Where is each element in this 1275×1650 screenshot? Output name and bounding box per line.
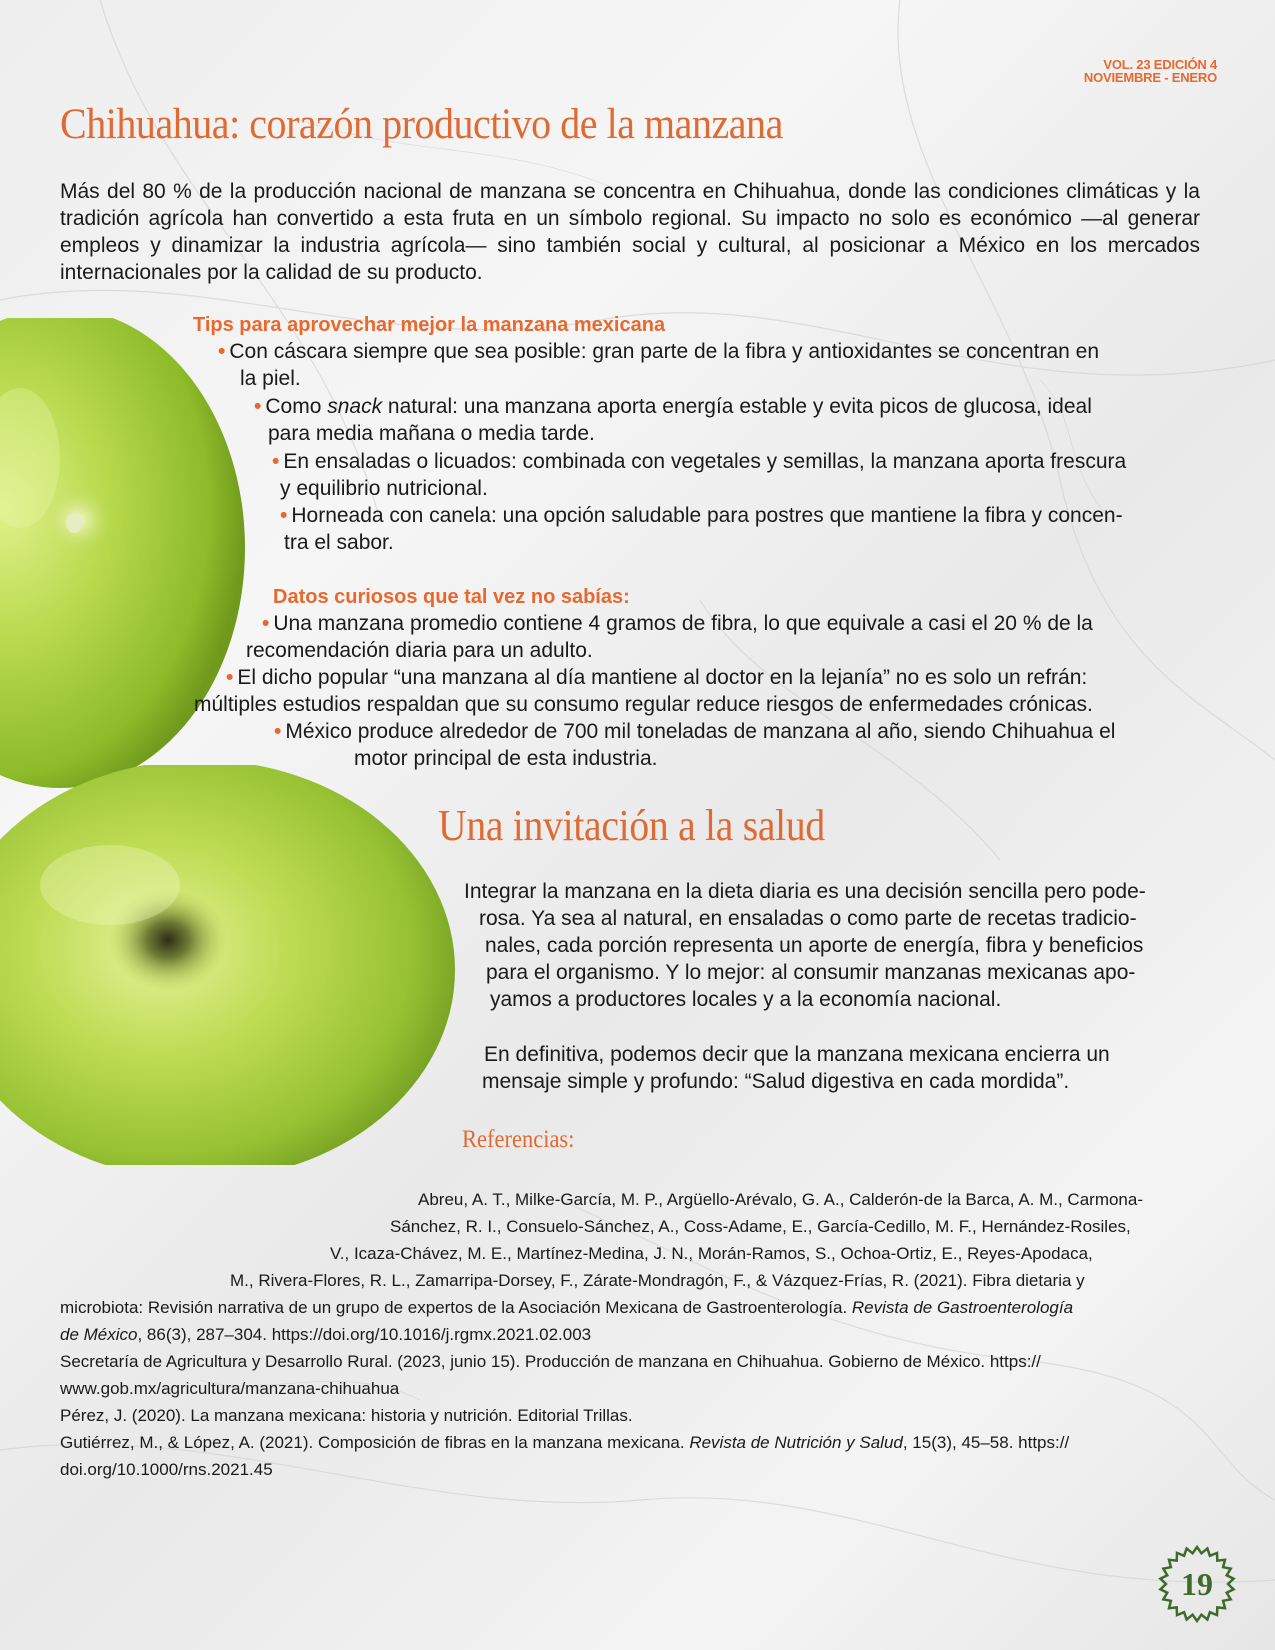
reference-line: de México, 86(3), 287–304. https://doi.org/10.1016/j.rgmx.2021.02.003 bbox=[60, 1325, 592, 1344]
references-title: Referencias: bbox=[462, 1126, 575, 1153]
reference-line: Sánchez, R. I., Consuelo-Sánchez, A., Coss-Adame, E., García-Cedillo, M. F., Hernández-Rosiles, bbox=[390, 1217, 1131, 1236]
reference-line: Secretaría de Agricultura y Desarrollo Rural. (2023, junio 15). Producción de manzana en Chihuahua. Gobierno de México. https:// bbox=[60, 1352, 1041, 1371]
section-title-health: Una invitación a la salud bbox=[438, 801, 825, 850]
tip-item: • En ensaladas o licuados: combinada con vegetales y semillas, la manzana aporta frescura y equilibrio nutricional. bbox=[272, 450, 1127, 500]
page-title: Chihuahua: corazón productivo de la manzana bbox=[60, 101, 783, 148]
reference-line: www.gob.mx/agricultura/manzana-chihuahua bbox=[60, 1379, 400, 1398]
green-apple-image bbox=[0, 318, 260, 838]
reference-line: Abreu, A. T., Milke-García, M. P., Argüello-Arévalo, G. A., Calderón-de la Barca, A. M., Carmona- bbox=[418, 1190, 1144, 1209]
tip-item: • Con cáscara siempre que sea posible: gran parte de la fibra y antioxidantes se concentran en la piel. bbox=[218, 340, 1100, 390]
reference-line: doi.org/10.1000/rns.2021.45 bbox=[60, 1460, 273, 1479]
bullet-icon: • bbox=[254, 395, 262, 418]
facts-title: Datos curiosos que tal vez no sabías: bbox=[273, 586, 630, 608]
reference-line: M., Rivera-Flores, R. L., Zamarripa-Dorsey, F., Zárate-Mondragón, F., & Vázquez-Frías, R. (2021). Fibra dietaria y bbox=[230, 1271, 1085, 1290]
page-number: 19 bbox=[1181, 1566, 1213, 1602]
green-apple-image bbox=[0, 765, 460, 1165]
issue-period: NOVIEMBRE - ENERO bbox=[1083, 70, 1217, 85]
bullet-icon: • bbox=[274, 720, 282, 743]
bullet-icon: • bbox=[272, 450, 280, 473]
bullet-icon: • bbox=[218, 340, 226, 363]
tip-item: • Horneada con canela: una opción saludable para postres que mantiene la fibra y concen- tra el sabor. bbox=[280, 504, 1123, 554]
reference-line: Pérez, J. (2020). La manzana mexicana: historia y nutrición. Editorial Trillas. bbox=[60, 1406, 633, 1425]
health-paragraph-2: En definitiva, podemos decir que la manzana mexicana encierra un mensaje simple y profundo: “Salud digestiva en cada mordida”. bbox=[482, 1043, 1110, 1093]
fact-item: • El dicho popular “una manzana al día mantiene al doctor en la lejanía” no es solo un refrán: múltiples estudios respaldan que su consumo regular reduce riesgos de enfermedades crónicas. bbox=[194, 666, 1093, 716]
reference-line: V., Icaza-Chávez, M. E., Martínez-Medina, J. N., Morán-Ramos, S., Ochoa-Ortiz, E., Reyes-Apodaca, bbox=[330, 1244, 1093, 1263]
references-list bbox=[60, 1186, 1200, 1483]
bullet-icon: • bbox=[280, 504, 288, 527]
bullet-icon: • bbox=[262, 612, 270, 635]
page-number-badge bbox=[1157, 1544, 1237, 1624]
fact-item: • Una manzana promedio contiene 4 gramos de fibra, lo que equivale a casi el 20 % de la recomendación diaria para un adulto. bbox=[246, 612, 1093, 662]
tips-title: Tips para aprovechar mejor la manzana mexicana bbox=[193, 314, 666, 336]
bullet-icon: • bbox=[226, 666, 234, 689]
issue-volume: VOL. 23 EDICIÓN 4 bbox=[1103, 57, 1217, 72]
issue-info bbox=[1084, 58, 1217, 84]
tip-item: • Como snack natural: una manzana aporta energía estable y evita picos de glucosa, ideal para media mañana o media tarde. bbox=[254, 395, 1092, 445]
reference-line: microbiota: Revisión narrativa de un grupo de expertos de la Asociación Mexicana de Gastroenterología. Revista de Gastroenterología bbox=[60, 1298, 1074, 1317]
health-paragraph-1: Integrar la manzana en la dieta diaria es una decisión sencilla pero pode- rosa. Ya sea al natural, en ensaladas o como parte de recetas tradicio- nales, cada porción representa un aporte de energía, fibra y beneficios para el organismo. Y lo mejor: al consumir manzanas mexicanas apo- yamos a productores locales y a la economía nacional. bbox=[464, 880, 1146, 1011]
intro-paragraph: Más del 80 % de la producción nacional de manzana se concentra en Chihuahua, donde las condiciones climáticas y la tradición agrícola han convertido a esta fruta en un símbolo regional. Su impacto no solo es económico —al generar empleos y dinamizar la industria agrícola— sino también social y cultural, al posicionar a México en los mercados internacionales por la calidad de su producto. bbox=[60, 180, 1200, 284]
fact-item: • México produce alrededor de 700 mil toneladas de manzana al año, siendo Chihuahua el motor principal de esta industria. bbox=[274, 720, 1116, 770]
reference-line: Gutiérrez, M., & López, A. (2021). Composición de fibras en la manzana mexicana. Revista de Nutrición y Salud, 15(3), 45–58. https:// bbox=[60, 1433, 1070, 1452]
